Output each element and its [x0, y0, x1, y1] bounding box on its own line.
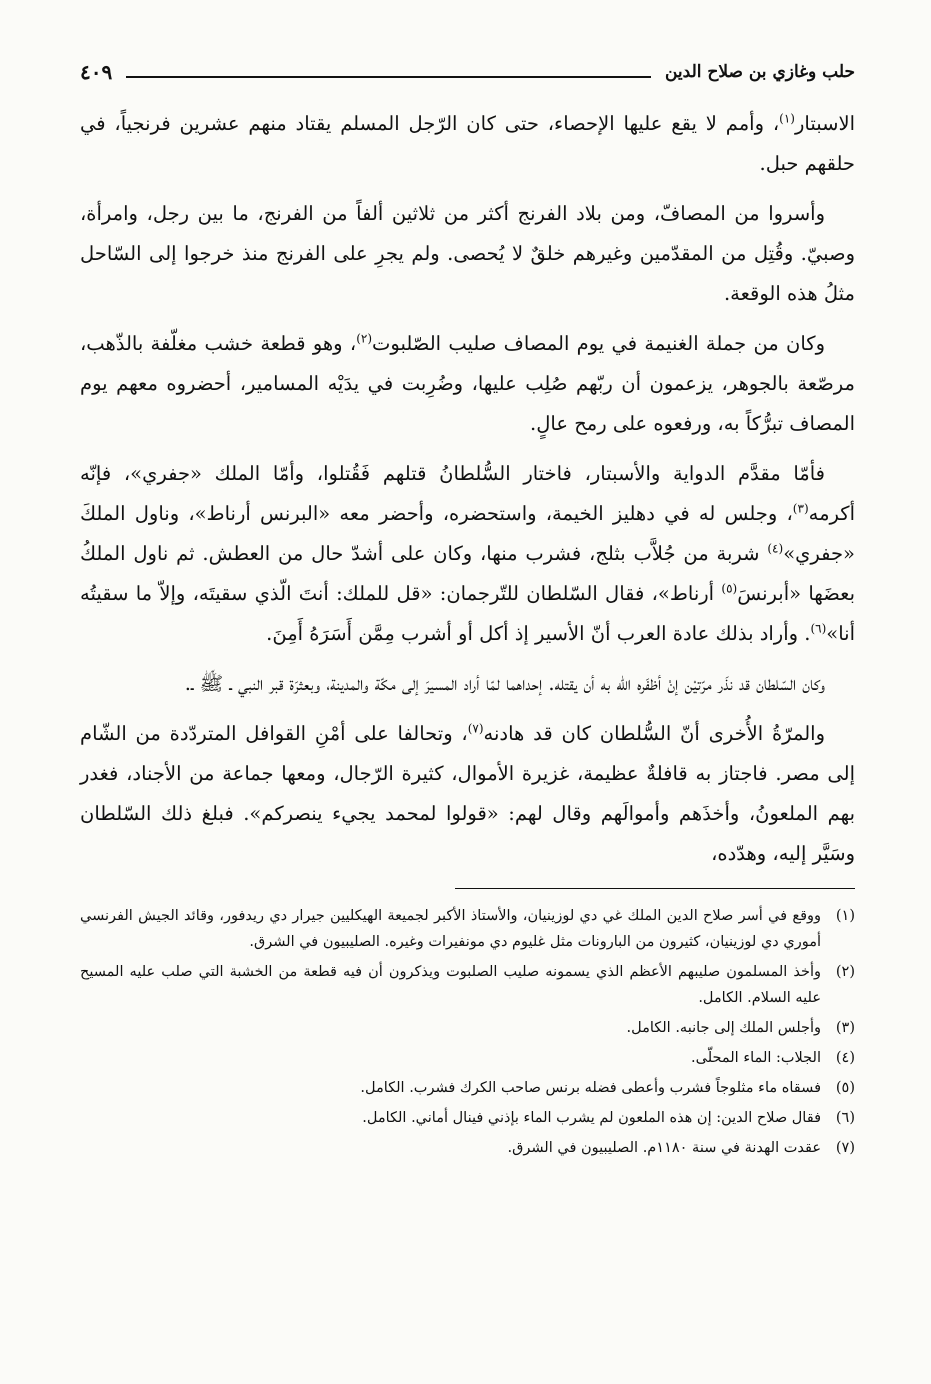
book-page — [80, 50, 855, 1360]
paragraph — [80, 664, 855, 704]
paragraph — [80, 324, 855, 444]
footnote — [80, 1045, 855, 1071]
footnote-reference: (٧) — [467, 721, 484, 736]
footnote-text: ووقع في أسر صلاح الدين الملك غي دي لوزينيان، والأستاذ الأكبر لجميعة الهيكليين جيرار دي ريدفور، وقائد الجيش الفرنسي أموري دي لوزينيان، كثيرون من البارونات مثل غليوم دي مونفيرات وغيره. الصليبيون في الشرق. — [80, 908, 821, 950]
paragraph-text: وكان السّلطان قد نذَر مرّتيْن إنْ أظفَره الله به أن يقتله. إحداهما لمّا أراد المسيرَ إلى مكّة والمدينة، وبعثرَة قبر النبي ـ ﷺ ـ. — [184, 672, 825, 695]
paragraph-text: أرناط»، فقال السّلطان للتّرجمان: «قل للملك: أنتَ الّذي سقيتَه، وإلاّ ما سقيتُه أنا» — [80, 582, 855, 645]
running-title: حلب وغازي بن صلاح الدين — [664, 62, 855, 82]
footnote-mark: (٥) — [835, 1080, 855, 1096]
footnote-reference: (٢) — [356, 331, 373, 346]
paragraph-text: ، وتحالفا على أمْنِ القوافل المتردّدة من الشّام إلى مصر. فاجتاز به قافلةٌ عظيمة، غزيرة الأموال، كثيرة الرّجال، ومعها جماعة من الأجناد، فغدر بهم الملعونُ، وأخذَهم وأموالَهم وقال لهم: «قولوا لمحمد يجيء ينصركم». فبلغ ذلك السّلطان وسَيَّر إليه، وهدّده، — [80, 722, 855, 865]
footnote-text: وأجلس الملك إلى جانبه. الكامل. — [626, 1020, 821, 1036]
paragraph-text: وكان من جملة الغنيمة في يوم المصاف صليب الصّلبوت — [372, 332, 825, 355]
footnotes — [80, 903, 855, 1161]
footnote-mark: (١) — [835, 908, 855, 924]
footnote-reference: (٦) — [810, 621, 827, 636]
paragraph — [80, 194, 855, 314]
paragraph-text: ، وأمم لا يقع عليها الإحصاء، حتى كان الرّجل المسلم يقتاد منهم عشرين فرنجياً، في حلقهم حبل. — [80, 112, 855, 175]
footnote-mark: (٣) — [835, 1020, 855, 1036]
footnote-reference: (٥) — [721, 581, 738, 596]
footnote-mark: (٦) — [835, 1110, 855, 1126]
footnote-divider — [455, 888, 855, 889]
main-text — [80, 104, 855, 874]
footnote — [80, 1105, 855, 1131]
paragraph-text: ، وجلس له في دهليز الخيمة، واستحضره، وأحضر معه «البرنس أرناط»، وناول الملكَ «جفري» — [80, 502, 855, 565]
paragraph-text: فأمّا مقدَّم الدواية والأسبتار، فاختار السُّلطانُ قتلهم فَقُتلوا، وأمّا الملك «جفري»، فإنّه أكرمه — [80, 462, 855, 525]
footnote-mark: (٢) — [835, 964, 855, 980]
footnote-text: فسقاه ماء مثلوجاً فشرب وأعطى فضله برنس صاحب الكرك فشرب. الكامل. — [360, 1080, 821, 1096]
paragraph-text: وأسروا من المصافّ، ومن بلاد الفرنج أكثر من ثلاثين ألفاً من الفرنج، ما بين رجل، وامرأة، وصبيّ. وقُتِل من المقدّمين وغيرهم خلقٌ لا يُحصى. ولم يجرِ على الفرنج منذ خرجوا إلى السّاحل مثلُ هذه الوقعة. — [80, 202, 855, 305]
footnote-reference: (١) — [779, 111, 795, 126]
header-rule — [126, 76, 651, 78]
footnote-text: فقال صلاح الدين: إن هذه الملعون لم يشرب الماء بإذني فينال أماني. الكامل. — [362, 1110, 821, 1126]
running-header — [80, 50, 855, 94]
page-number: ٤٠٩ — [80, 60, 113, 84]
paragraph-text: الاسبتار — [794, 112, 855, 135]
footnote-text: عقدت الهدنة في سنة ١١٨٠م. الصليبيون في الشرق. — [507, 1140, 821, 1156]
footnote — [80, 1135, 855, 1161]
footnote-reference: (٤) — [767, 541, 784, 556]
footnote-mark: (٤) — [835, 1050, 855, 1066]
paragraph — [80, 454, 855, 654]
footnote — [80, 903, 855, 955]
footnote — [80, 1015, 855, 1041]
footnote — [80, 1075, 855, 1101]
footnote-reference: (٣) — [792, 501, 809, 516]
footnote-text: وأخذ المسلمون صليبهم الأعظم الذي يسمونه صليب الصلبوت ويذكرون أن فيه قطعة من الخشبة التي صلب عليه المسيح عليه السلام. الكامل. — [80, 964, 821, 1006]
paragraph-text: ، وهو قطعة خشب مغلّفة بالذّهب، مرصّعة بالجوهر، يزعمون أن ربّهم صُلِب عليها، وضُرِبت في يدَيْه المسامير، أحضروه معهم يوم المصاف تبرُّكاً به، ورفعوه على رمح عالٍ. — [80, 332, 855, 435]
paragraph — [80, 104, 855, 184]
footnote-text: الجلاب: الماء المحلّى. — [691, 1050, 821, 1066]
footnote — [80, 959, 855, 1011]
footnote-mark: (٧) — [835, 1140, 855, 1156]
paragraph-text: . وأراد بذلك عادة العرب أنّ الأسير إذ أكل أو أشرب مِمَّن أَسَرَهُ أَمِنَ. — [266, 622, 811, 645]
paragraph — [80, 714, 855, 874]
paragraph-text: شربة من جُلاَّب بثلج، فشرب منها، وكان على أشدّ حال من العطش. ثم ناول الملكُ بعضَها «أبرنسَ — [80, 542, 856, 605]
paragraph-text: والمرّةُ الأُخرى أنّ السُّلطان كان قد هادنه — [483, 722, 825, 745]
